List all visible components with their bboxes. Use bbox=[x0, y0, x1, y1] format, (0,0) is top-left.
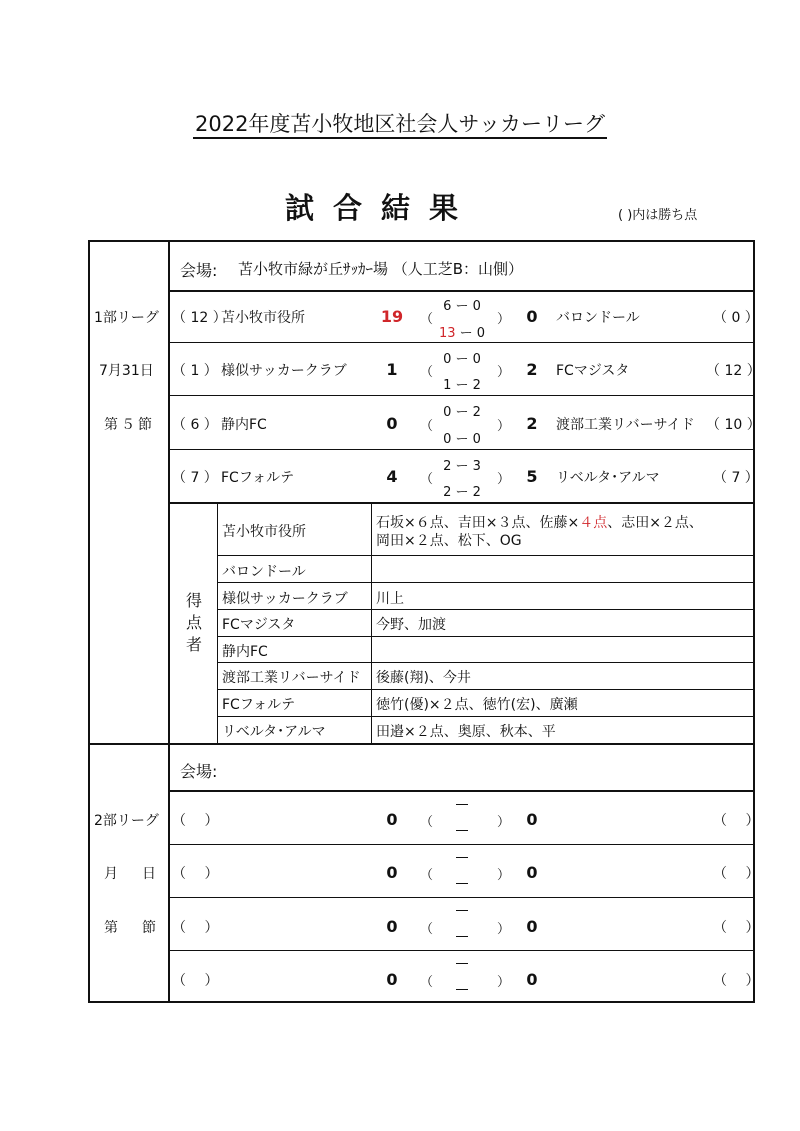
second-half-score: 13 ー 0 bbox=[438, 326, 486, 341]
home-points: （ ） bbox=[172, 973, 219, 989]
away-points: （ ） bbox=[713, 813, 760, 829]
away-points: （ ） bbox=[713, 973, 760, 989]
home-score: 0 bbox=[386, 414, 398, 433]
title-text: 2022年度苫小牧地区社会人サッカーリーグ bbox=[193, 112, 607, 139]
home-points: （ 7 ） bbox=[172, 470, 218, 486]
away-points: （ ） bbox=[713, 920, 760, 936]
home-score: 0 bbox=[386, 970, 398, 989]
away-score: 0 bbox=[526, 307, 538, 326]
away-score: 5 bbox=[526, 467, 538, 486]
league2-month: 月 bbox=[104, 866, 118, 882]
home-points: （ ） bbox=[172, 866, 219, 882]
scorers-label: 得点者 bbox=[186, 591, 203, 654]
scorer-team: バロンドール bbox=[222, 564, 306, 580]
league2-label: 2部リーグ bbox=[94, 813, 159, 829]
away-team: FCマジスタ bbox=[556, 363, 630, 379]
league2-venue-label: 会場: bbox=[180, 762, 218, 781]
away-score: 0 bbox=[526, 810, 538, 829]
home-team: FCフォルテ bbox=[221, 470, 295, 486]
away-points: （ 12 ） bbox=[706, 363, 761, 379]
league1-venue-label: 会場: bbox=[180, 261, 218, 280]
second-half-score: 2 ー 2 bbox=[443, 485, 481, 500]
home-team: 静内FC bbox=[221, 417, 267, 433]
scorer-team: 渡部工業リバーサイド bbox=[222, 670, 361, 686]
league2-day: 日 bbox=[142, 866, 156, 882]
home-score: 0 bbox=[386, 917, 398, 936]
away-score: 0 bbox=[526, 917, 538, 936]
league1-label: 1部リーグ bbox=[94, 310, 159, 326]
scorer-players: 徳竹(優)×２点、徳竹(宏)、廣瀬 bbox=[376, 697, 578, 713]
scorer-players: 石坂×６点、吉田×３点、佐藤×４点、志田×２点、 bbox=[376, 515, 703, 531]
league2-round-a: 第 bbox=[104, 920, 118, 936]
home-points: （ 6 ） bbox=[172, 417, 218, 433]
scorer-players-cont: 岡田×２点、松下、OG bbox=[376, 533, 522, 549]
first-half-score: 6 ー 0 bbox=[443, 299, 481, 314]
second-half-score: 1 ー 2 bbox=[443, 378, 481, 393]
scorer-team: 静内FC bbox=[222, 644, 268, 660]
home-score: 0 bbox=[386, 810, 398, 829]
home-team: 苫小牧市役所 bbox=[221, 310, 305, 326]
scorer-team: 様似サッカークラブ bbox=[222, 591, 348, 607]
first-half-score: 0 ー 2 bbox=[443, 405, 481, 420]
scorer-players: 後藤(翔)、今井 bbox=[376, 670, 471, 686]
home-team: 様似サッカークラブ bbox=[221, 363, 347, 379]
away-score: 2 bbox=[526, 414, 538, 433]
away-points: （ 0 ） bbox=[713, 310, 759, 326]
league2-round-b: 節 bbox=[142, 920, 156, 936]
away-points: （ ） bbox=[713, 866, 760, 882]
scorer-team: FCマジスタ bbox=[222, 617, 296, 633]
scorer-team: リベルタ･アルマ bbox=[222, 724, 326, 740]
home-score: 1 bbox=[386, 360, 398, 379]
scorer-team: FCフォルテ bbox=[222, 697, 296, 713]
page-title bbox=[0, 108, 800, 138]
away-score: 0 bbox=[526, 863, 538, 882]
first-half-score: 2 ー 3 bbox=[443, 459, 481, 474]
away-points: （ 7 ） bbox=[713, 470, 759, 486]
home-score: 4 bbox=[386, 467, 398, 486]
points-note: ( )内は勝ち点 bbox=[618, 208, 698, 223]
scorer-team: 苫小牧市役所 bbox=[222, 524, 306, 540]
away-points: （ 10 ） bbox=[706, 417, 761, 433]
away-team: バロンドール bbox=[556, 310, 640, 326]
home-points: （ ） bbox=[172, 813, 219, 829]
home-score: 0 bbox=[386, 863, 398, 882]
home-points: （ 1 ） bbox=[172, 363, 218, 379]
scorer-players: 川上 bbox=[376, 591, 404, 607]
league1-round: 第５節 bbox=[104, 417, 155, 433]
league1-venue: 苫小牧市緑が丘ｻｯｶｰ場 （人工芝B：山側） bbox=[238, 260, 524, 278]
results-heading: 試合結果 bbox=[285, 191, 478, 225]
first-half-score: 0 ー 0 bbox=[443, 352, 481, 367]
away-team: 渡部工業リバーサイド bbox=[556, 417, 695, 433]
away-team: リベルタ･アルマ bbox=[556, 470, 660, 486]
away-score: 2 bbox=[526, 360, 538, 379]
scorer-players: 田邉×２点、奥原、秋本、平 bbox=[376, 724, 556, 740]
away-score: 0 bbox=[526, 970, 538, 989]
scorer-players: 今野、加渡 bbox=[376, 617, 446, 633]
second-half-score: 0 ー 0 bbox=[443, 432, 481, 447]
home-points: （ 12 ） bbox=[172, 310, 227, 326]
home-score: 19 bbox=[380, 307, 404, 326]
league1-date: 7月31日 bbox=[99, 363, 154, 379]
home-points: （ ） bbox=[172, 920, 219, 936]
